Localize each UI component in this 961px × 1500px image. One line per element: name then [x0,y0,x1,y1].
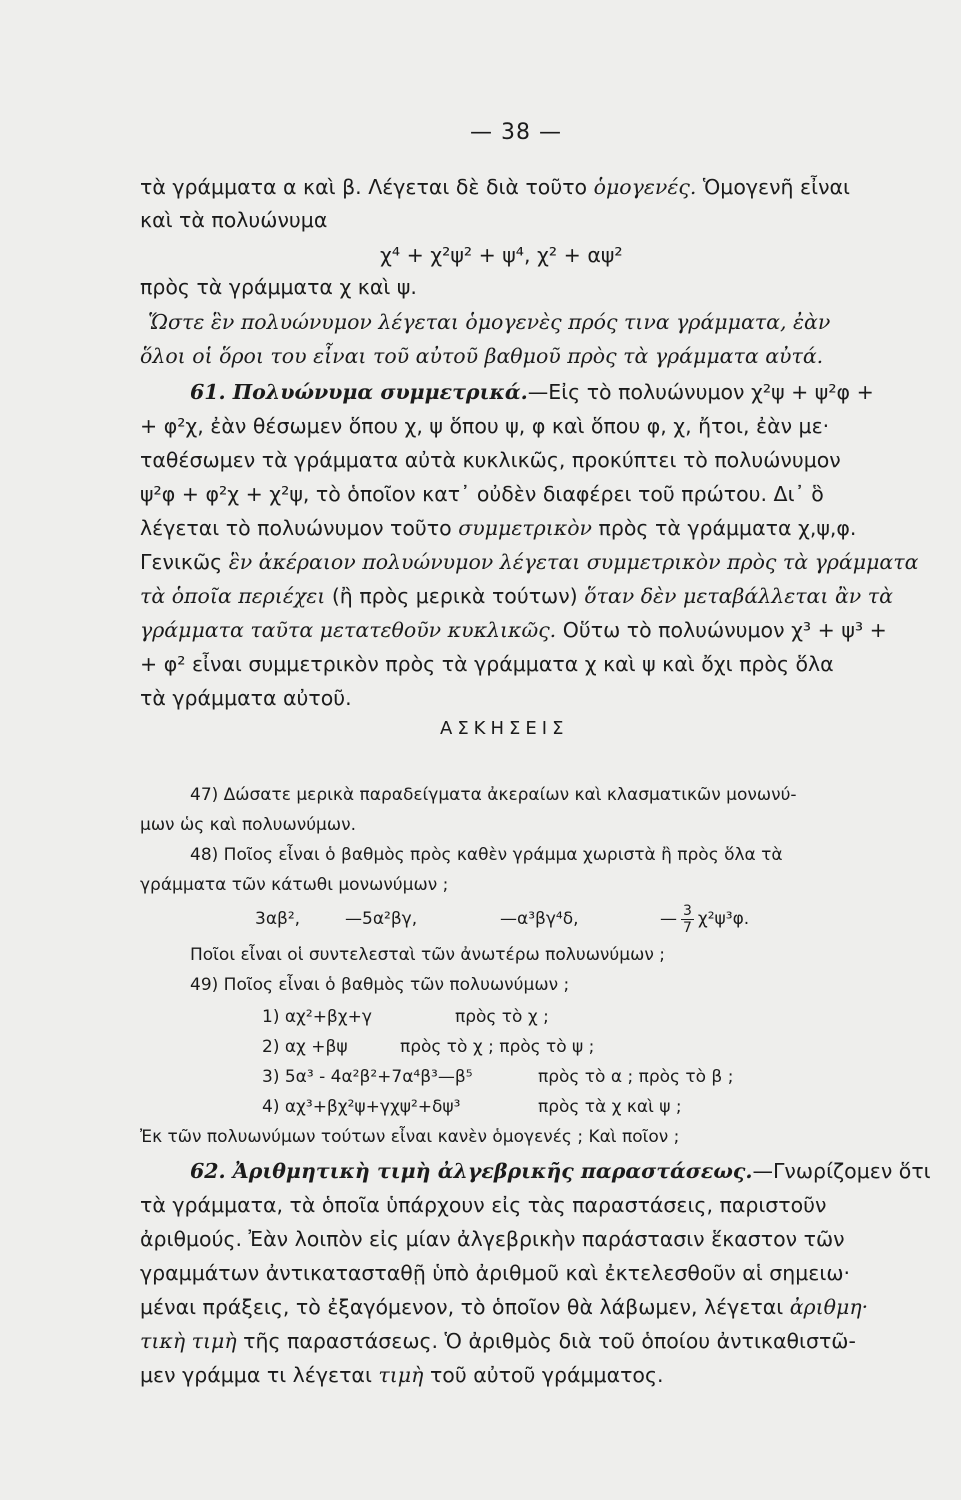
polynomial-target: πρὸς τὸ χ ; πρὸς τὸ ψ ; [400,1037,595,1057]
section-61-title: 61. Πολυώνυμα συμμετρικά.—Εἰς τὸ πολυώνυμον χ²ψ + ψ²φ + [190,380,874,404]
text-line: γράμματα ταῦτα μετατεθοῦν κυκλικῶς. Οὕτω τὸ πολυώνυμον χ³ + ψ³ + [140,618,887,642]
text-line: ὅλοι οἱ ὅροι του εἶναι τοῦ αὐτοῦ βαθμοῦ πρὸς τὰ γράμματα αὐτά. [140,344,824,368]
text-line: τὰ γράμματα α καὶ β. Λέγεται δὲ διὰ τοῦτο ὁμογενές. Ὁμογενῆ εἶναι [140,175,850,199]
text-line: ψ²φ + φ²χ + χ²ψ, τὸ ὁποῖον κατ᾽ οὐδὲν διαφέρει τοῦ πρώτου. Δι᾽ ὃ [140,482,824,506]
text-line: τὰ γράμματα αὐτοῦ. [140,686,352,710]
page-number: — 38 — [470,120,562,145]
section-62-title: 62. Ἀριθμητικὴ τιμὴ ἀλγεβρικῆς παραστάσεως.—Γνωρίζομεν ὅτι [190,1159,931,1183]
polynomial-target: πρὸς τὸ α ; πρὸς τὸ β ; [538,1067,734,1087]
text-line: Γενικῶς ἓν ἀκέραιον πολυώνυμον λέγεται συμμετρικὸν πρὸς τὰ γράμματα [140,550,919,574]
text-line: καὶ τὰ πολυώνυμα [140,208,328,232]
text-line: Ὥστε ἓν πολυώνυμον λέγεται ὁμογενὲς πρός τινα γράμματα, ἐὰν [148,310,831,334]
monomial: —5α²βγ, [345,909,418,929]
polynomial-item: 1) αχ²+βχ+γ [262,1007,372,1027]
polynomial-target: πρὸς τὰ χ καὶ ψ ; [538,1097,682,1117]
text-line: ἀριθμούς. Ἐὰν λοιπὸν εἰς μίαν ἀλγεβρικὴν παράστασιν ἕκαστον τῶν [140,1227,845,1251]
text-line: + φ² εἶναι συμμετρικὸν πρὸς τὰ γράμματα χ καὶ ψ καὶ ὄχι πρὸς ὅλα [140,652,834,676]
exercise-line: 49) Ποῖος εἶναι ὁ βαθμὸς τῶν πολυωνύμων ; [190,975,570,995]
exercises-heading: ΑΣΚΗΣΕΙΣ [440,718,569,739]
monomial: 3αβ², [255,909,301,929]
exercise-line: μων ὡς καὶ πολυωνύμων. [140,815,357,835]
text-line: πρὸς τὰ γράμματα χ καὶ ψ. [140,275,417,299]
text-line: + φ²χ, ἐὰν θέσωμεν ὅπου χ, ψ ὅπου ψ, φ καὶ ὅπου φ, χ, ἤτοι, ἐὰν με· [140,414,830,438]
text-line: τὰ ὁποῖα περιέχει (ἢ πρὸς μερικὰ τούτων) ὅταν δὲν μεταβάλλεται ἂν τὰ [140,584,893,608]
fraction: $\frac{3}{7}$ [683,902,692,936]
polynomial-target: πρὸς τὸ χ ; [455,1007,549,1027]
text-line: ταθέσωμεν τὰ γράμματα αὐτὰ κυκλικῶς, προκύπτει τὸ πολυώνυμον [140,448,841,472]
exercise-line: γράμματα τῶν κάτωθι μονωνύμων ; [140,875,449,895]
text-line: μέναι πράξεις, τὸ ἐξαγόμενον, τὸ ὁποῖον θὰ λάβωμεν, λέγεται ἀριθμη· [140,1295,869,1319]
text-line: τὰ γράμματα, τὰ ὁποῖα ὑπάρχουν εἰς τὰς παραστάσεις, παριστοῦν [140,1193,827,1217]
polynomial-item: 3) 5α³ - 4α²β²+7α⁴β³—β⁵ [262,1067,473,1087]
text-line: γραμμάτων ἀντικατασταθῇ ὑπὸ ἀριθμοῦ καὶ ἐκτελεσθοῦν αἱ σημειω· [140,1261,851,1285]
polynomial-item: 4) αχ³+βχ²ψ+γχψ²+δψ³ [262,1097,461,1117]
text-line: λέγεται τὸ πολυώνυμον τοῦτο συμμετρικὸν πρὸς τὰ γράμματα χ,ψ,φ. [140,516,857,540]
exercise-line: 47) Δώσατε μερικὰ παραδείγματα ἀκεραίων καὶ κλασματικῶν μονωνύ- [190,785,797,805]
monomial: —α³βγ⁴δ, [500,909,579,929]
text-line: τικὴ τιμὴ τῆς παραστάσεως. Ὁ ἀριθμὸς διὰ τοῦ ὁποίου ἀντικαθιστῶ- [140,1329,856,1353]
exercise-line: 48) Ποῖος εἶναι ὁ βαθμὸς πρὸς καθὲν γράμμα χωριστὰ ἢ πρὸς ὅλα τὰ [190,845,783,865]
exercise-line: Ἐκ τῶν πολυωνύμων τούτων εἶναι κανὲν ὁμογενές ; Καὶ ποῖον ; [140,1127,680,1147]
formula-line: χ⁴ + χ²ψ² + ψ⁴, χ² + αψ² [380,243,623,267]
monomial-fraction: — $\frac{3}{7}$ χ²ψ³φ. [660,902,750,936]
text-line: μεν γράμμα τι λέγεται τιμὴ τοῦ αὐτοῦ γράμματος. [140,1363,664,1387]
polynomial-item: 2) αχ +βψ [262,1037,348,1057]
exercise-line: Ποῖοι εἶναι οἱ συντελεσταὶ τῶν ἀνωτέρω πολυωνύμων ; [190,945,665,965]
